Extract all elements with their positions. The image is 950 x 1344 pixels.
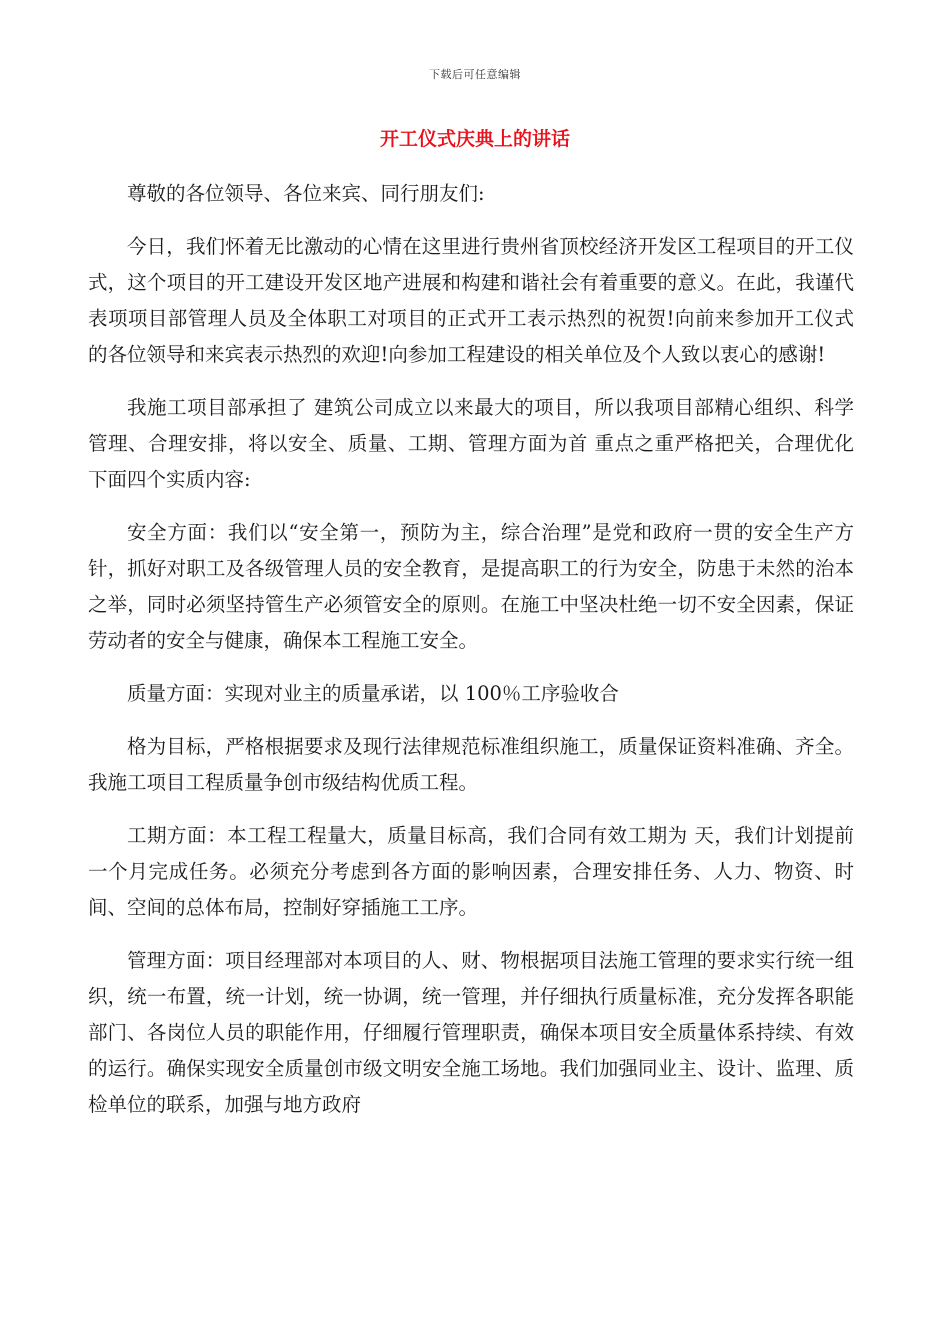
paragraph-salutation: 尊敬的各位领导、各位来宾、同行朋友们: xyxy=(127,182,485,205)
paragraph-quality-intro: 质量方面：实现对业主的质量承诺，以 100％工序验收合 xyxy=(127,682,619,705)
paragraph-safety: 安全方面：我们以“安全第一，预防为主，综合治理”是党和政府一贯的安全生产方针，抓好对职工及各级管理人员的安全教育，是提高职工的行为安全，防患于未然的治本之举，同时必须坚持管生产必须管安全的原则。在施工中坚决杜绝一切不安全因素，保证劳动者的安全与健康，确保本工程施工安全。 xyxy=(88,521,854,652)
document-body xyxy=(88,176,854,1140)
paragraph-quality-continued: 格为目标，严格根据要求及现行法律规范标准组织施工，质量保证资料准确、齐全。我施工项目工程质量争创市级结构优质工程。 xyxy=(88,735,854,794)
document-title: 开工仪式庆典上的讲话 xyxy=(379,128,570,150)
paragraph-management: 管理方面：项目经理部对本项目的人、财、物根据项目法施工管理的要求实行统一组织，统一布置，统一计划，统一协调，统一管理，并仔细执行质量标准，充分发挥各职能部门、各岗位人员的职能作用，仔细履行管理职责，确保本项目安全质量体系持续、有效的运行。确保实现安全质量创市级文明安全施工场地。我们加强同业主、设计、监理、质检单位的联系，加强与地方政府 xyxy=(88,949,854,1116)
paragraph-schedule: 工期方面：本工程工程量大，质量目标高，我们合同有效工期为 天，我们计划提前一个月完成任务。必须充分考虑到各方面的影响因素，合理安排任务、人力、物资、时间、空间的总体布局，控制好穿插施工工序。 xyxy=(88,824,854,919)
paragraph-opening: 今日，我们怀着无比激动的心情在这里进行贵州省顶校经济开发区工程项目的开工仪式，这个项目的开工建设开发区地产进展和构建和谐社会有着重要的意义。在此，我谨代表项项目部管理人员及全体职工对项目的正式开工表示热烈的祝贺!向前来参加开工仪式的各位领导和来宾表示热烈的欢迎!向参加工程建设的相关单位及个人致以衷心的感谢! xyxy=(88,235,854,366)
header-note: 下载后可任意编辑 xyxy=(429,68,521,81)
paragraph-project-overview: 我施工项目部承担了 建筑公司成立以来最大的项目，所以我项目部精心组织、科学管理、合理安排，将以安全、质量、工期、管理方面为首 重点之重严格把关，合理优化下面四个实质内容: xyxy=(88,396,854,491)
